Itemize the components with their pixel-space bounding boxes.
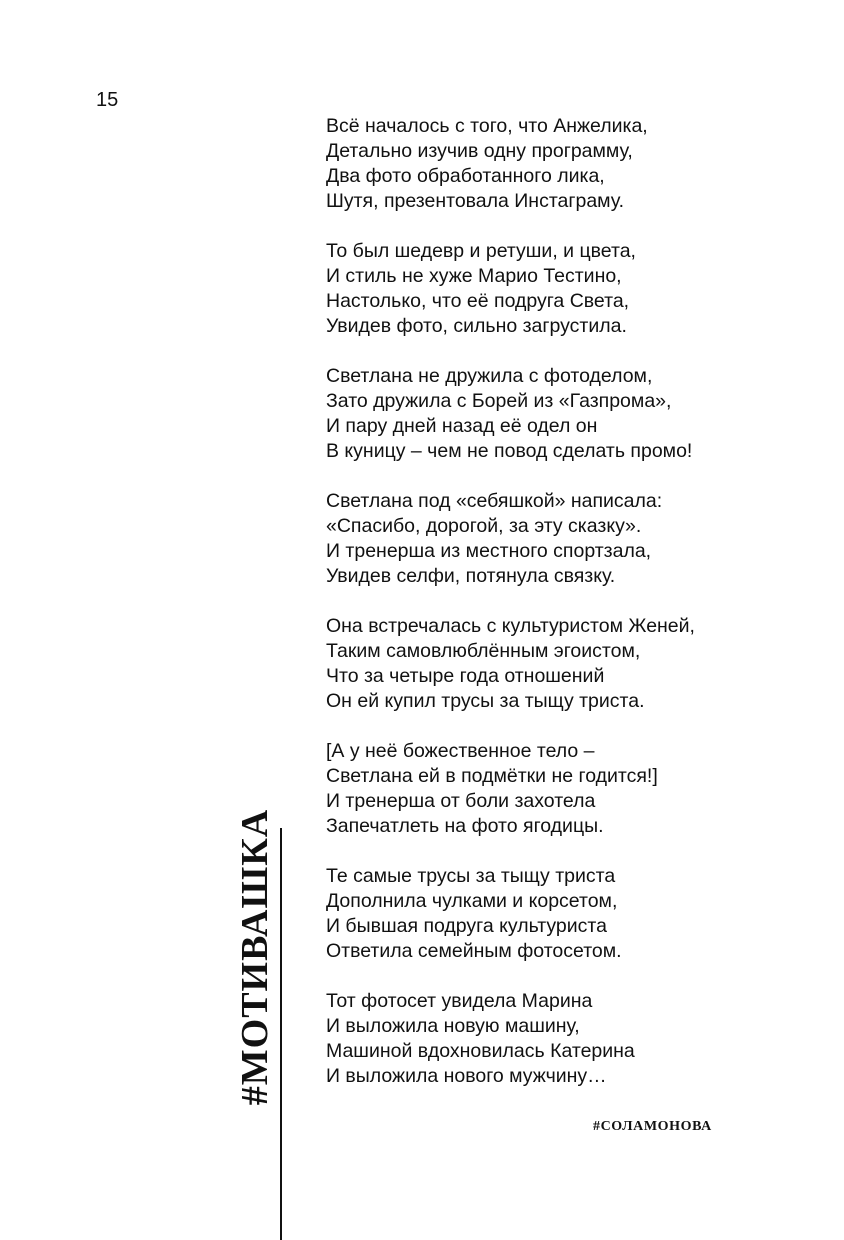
poem-line: Светлана под «себяшкой» написала: bbox=[326, 490, 663, 512]
poem-line: Дополнила чулками и корсетом, bbox=[326, 890, 618, 912]
vertical-divider bbox=[280, 828, 282, 1240]
stanza-7 bbox=[326, 864, 796, 964]
poem-line: И бывшая подруга культуриста bbox=[326, 915, 607, 937]
stanza-6 bbox=[326, 739, 796, 839]
author-signature: #СОЛАМОНОВА bbox=[593, 1119, 712, 1134]
poem-line: Увидев фото, сильно загрустила. bbox=[326, 315, 627, 337]
stanza-8 bbox=[326, 989, 796, 1089]
poem-line: И стиль не хуже Марио Тестино, bbox=[326, 265, 622, 287]
poem-line: И тренерша от боли захотела bbox=[326, 790, 596, 812]
poem-line: Он ей купил трусы за тыщу триста. bbox=[326, 690, 645, 712]
poem-line: Всё началось с того, что Анжелика, bbox=[326, 115, 648, 137]
poem-line: Увидев селфи, потянула связку. bbox=[326, 565, 616, 587]
poem-line: В куницу – чем не повод сделать промо! bbox=[326, 440, 693, 462]
poem-line: Машиной вдохновилась Катерина bbox=[326, 1040, 635, 1062]
poem-line: И пару дней назад её одел он bbox=[326, 415, 598, 437]
poem-line: Детально изучив одну программу, bbox=[326, 140, 633, 162]
poem-line: И выложила новую машину, bbox=[326, 1015, 580, 1037]
poem-line: То был шедевр и ретуши, и цвета, bbox=[326, 240, 636, 262]
poem-line: Светлана не дружила с фотоделом, bbox=[326, 365, 653, 387]
section-title-text: #МОТИВАШКА bbox=[234, 808, 277, 1106]
stanza-3 bbox=[326, 364, 796, 464]
poem-line: Тот фотосет увидела Марина bbox=[326, 990, 593, 1012]
stanza-2 bbox=[326, 239, 796, 339]
poem-line: Что за четыре года отношений bbox=[326, 665, 605, 687]
section-title-vertical bbox=[234, 808, 277, 1106]
stanza-1 bbox=[326, 114, 796, 214]
poem-line: Запечатлеть на фото ягодицы. bbox=[326, 815, 604, 837]
poem-line: Таким самовлюблённым эгоистом, bbox=[326, 640, 641, 662]
stanza-5 bbox=[326, 614, 796, 714]
poem-line: Настолько, что её подруга Света, bbox=[326, 290, 630, 312]
poem-line: Светлана ей в подмётки не годится!] bbox=[326, 765, 658, 787]
poem-line: Те самые трусы за тыщу триста bbox=[326, 865, 616, 887]
poem-line: Ответила семейным фотосетом. bbox=[326, 940, 622, 962]
stanza-4 bbox=[326, 489, 796, 589]
poem-line: Два фото обработанного лика, bbox=[326, 165, 605, 187]
poem-line: «Спасибо, дорогой, за эту сказку». bbox=[326, 515, 642, 537]
poem-line: И выложила нового мужчину… bbox=[326, 1065, 607, 1087]
poem-line: Она встречалась с культуристом Женей, bbox=[326, 615, 695, 637]
page-number: 15 bbox=[96, 89, 119, 111]
poem-line: [А у неё божественное тело – bbox=[326, 740, 595, 762]
poem-line: Зато дружила с Борей из «Газпрома», bbox=[326, 390, 672, 412]
poem-text bbox=[326, 114, 796, 1114]
poem-line: И тренерша из местного спортзала, bbox=[326, 540, 652, 562]
poem-line: Шутя, презентовала Инстаграму. bbox=[326, 190, 625, 212]
